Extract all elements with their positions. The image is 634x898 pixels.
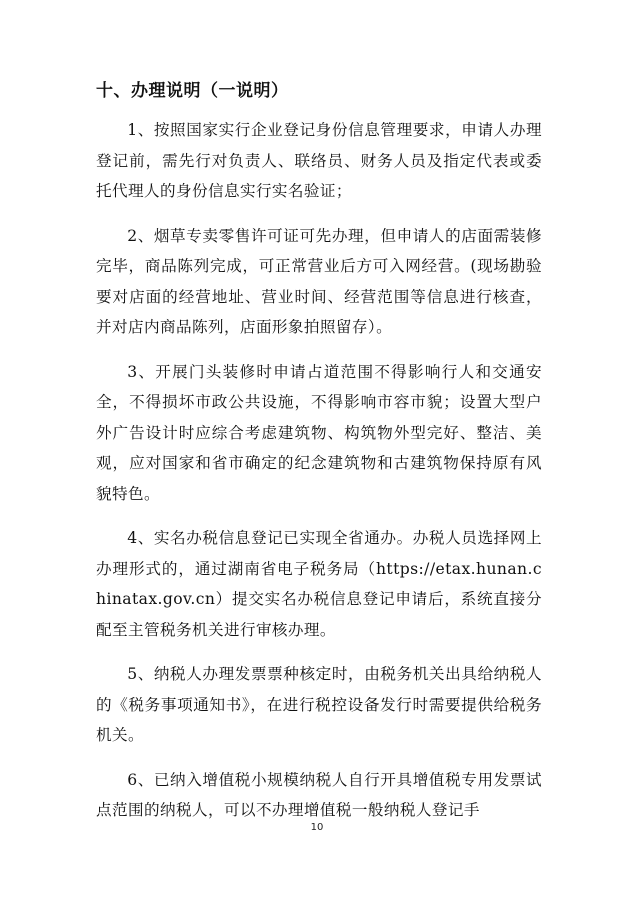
paragraph-5: 5、纳税人办理发票票种核定时，由税务机关出具给纳税人的《税务事项通知书》，在进行税控设备发行时需要提供给税务机关。 — [96, 665, 542, 744]
paragraph-3: 3、开展门头装修时申请占道范围不得影响行人和交通安全，不得损坏市政公共设施，不得影响市容市貌；设置大型户外广告设计时应综合考虑建筑物、构筑物外型完好、整洁、美观，应对国家和省市确定的纪念建筑物和古建筑物保持原有风貌特色。 — [96, 362, 542, 503]
paragraph-2: 2、烟草专卖零售许可证可先办理，但申请人的店面需装修完毕，商品陈列完成，可正常营业后方可入网经营。(现场勘验要对店面的经营地址、营业时间、经营范围等信息进行核查，并对店内商品陈列，店面形象拍照留存）。 — [96, 226, 542, 336]
paragraph-4: 4、实名办税信息登记已实现全省通办。办税人员选择网上办理形式的，通过湖南省电子税务局（https://etax.hunan.chinatax.gov.cn）提交实名办税信息登记申请后，系统直接分配至主管税务机关进行审核办理。 — [96, 529, 542, 639]
body-text — [96, 115, 542, 840]
page-number: 10 — [310, 822, 324, 833]
paragraph-6: 6、已纳入增值税小规模纳税人自行开具增值税专用发票试点范围的纳税人，可以不办理增值税一般纳税人登记手 — [96, 770, 542, 819]
paragraph-1: 1、按照国家实行企业登记身份信息管理要求，申请人办理登记前，需先行对负责人、联络员、财务人员及指定代表或委托代理人的身份信息实行实名验证； — [96, 121, 542, 200]
section-heading: 十、办理说明（一说明） — [96, 81, 289, 101]
